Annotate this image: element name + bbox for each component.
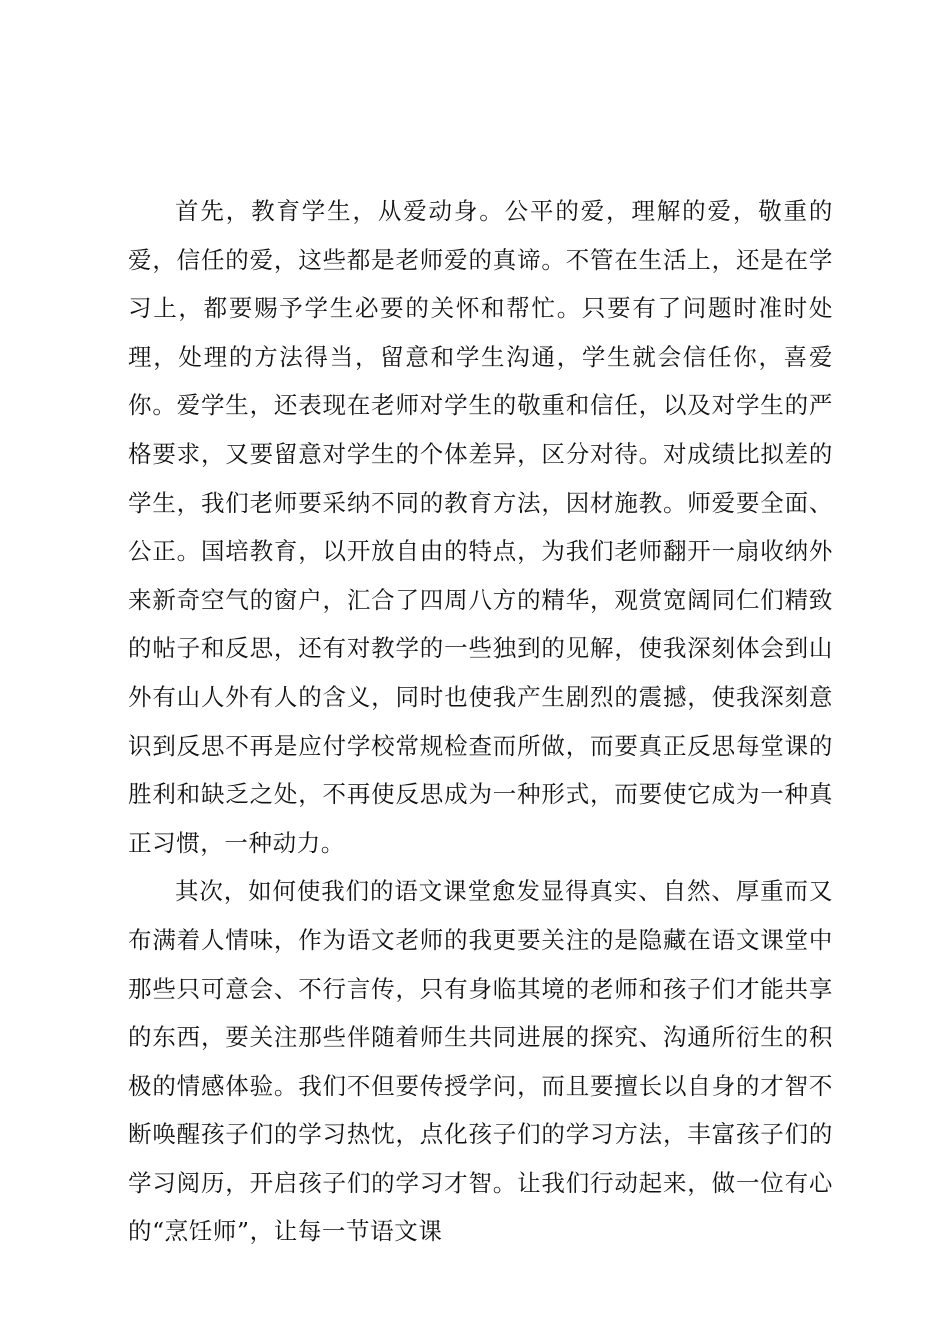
paragraph-first: 首先，教育学生，从爱动身。公平的爱，理解的爱，敬重的爱，信任的爱，这些都是老师爱的真谛。不管在生活上，还是在学习上，都要赐予学生必要的关怀和帮忙。只要有了问题时准时处理，处理的方法得当，留意和学生沟通，学生就会信任你，喜爱你。爱学生，还表现在老师对学生的敬重和信任，以及对学生的严格要求，又要留意对学生的个体差异，区分对待。对成绩比拟差的学生，我们老师要采纳不同的教育方法，因材施教。师爱要全面、公正。国培教育，以开放自由的特点，为我们老师翻开一扇收纳外来新奇空气的窗户，汇合了四周八方的精华，观赏宽阔同仁们精致的帖子和反思，还有对教学的一些独到的见解，使我深刻体会到山外有山人外有人的含义，同时也使我产生剧烈的震撼，使我深刻意识到反思不再是应付学校常规检查而所做，而要真正反思每堂课的胜利和缺乏之处，不再使反思成为一种形式，而要使它成为一种真正习惯，一种动力。: [128, 197, 833, 857]
document-body: [128, 187, 833, 1256]
paragraph-second: 其次，如何使我们的语文课堂愈发显得真实、自然、厚重而又布满着人情味，作为语文老师的我更要关注的是隐藏在语文课堂中那些只可意会、不行言传，只有身临其境的老师和孩子们才能共享的东西，要关注那些伴随着师生共同进展的探究、沟通所衍生的积极的情感体验。我们不但要传授学问，而且要擅长以自身的才智不断唤醒孩子们的学习热忱，点化孩子们的学习方法，丰富孩子们的学习阅历，开启孩子们的学习才智。让我们行动起来，做一位有心的“烹饪师”，让每一节语文课: [128, 877, 833, 1246]
